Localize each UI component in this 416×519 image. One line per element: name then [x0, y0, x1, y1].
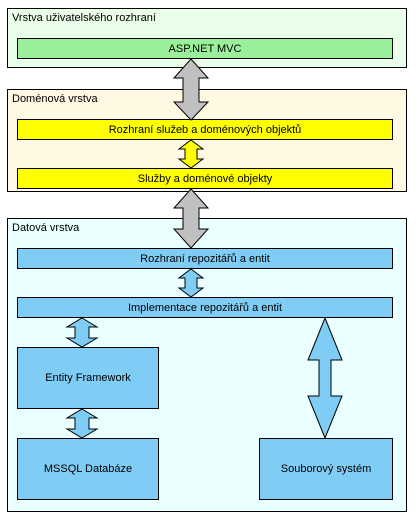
- mssql-database-box: MSSQL Databáze: [17, 438, 159, 500]
- domain-internal-arrow-icon: [179, 140, 203, 168]
- impl-ef-arrow-icon: [67, 318, 97, 347]
- repository-implementation-box: Implementace repozitářů a entit: [17, 297, 393, 318]
- entity-framework-box: Entity Framework: [17, 347, 159, 409]
- data-internal-arrow-icon: [179, 269, 203, 297]
- file-system-box: Souborový systém: [259, 438, 393, 500]
- data-layer-title: Datová vrstva: [12, 222, 80, 234]
- domain-data-arrow-icon: [174, 189, 208, 248]
- aspnet-mvc-box: ASP.NET MVC: [17, 38, 393, 59]
- ui-domain-arrow-icon: [174, 59, 208, 120]
- domain-layer-title: Doménová vrstva: [12, 93, 98, 105]
- service-interface-box: Rozhraní služeb a doménových objektů: [17, 119, 393, 140]
- repository-interface-box: Rozhraní repozitářů a entit: [17, 248, 393, 269]
- ui-layer-title: Vrstva uživatelského rozhraní: [12, 12, 156, 24]
- services-domain-objects-box: Služby a doménové objekty: [17, 168, 393, 189]
- ef-mssql-arrow-icon: [67, 409, 97, 438]
- impl-filesystem-arrow-icon: [308, 318, 342, 438]
